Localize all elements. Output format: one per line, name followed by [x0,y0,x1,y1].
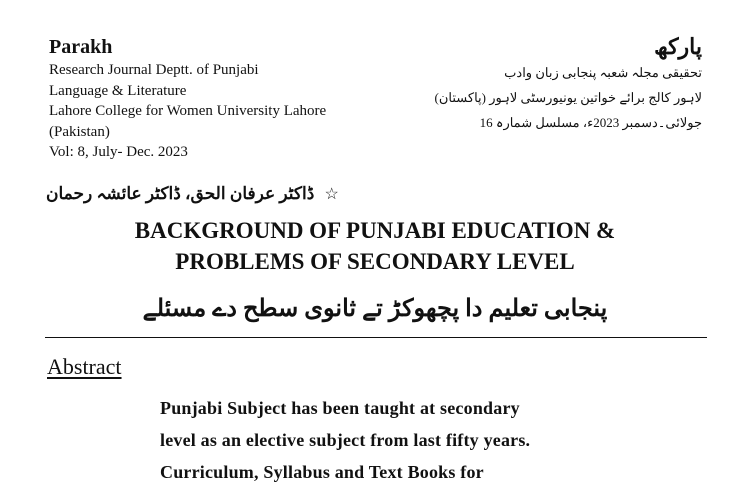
article-title-urdu: پنجابی تعلیم دا پچھوکڑ تے ثانوی سطح دے مسئلے [142,296,608,322]
journal-volume: Vol: 8, July- Dec. 2023 [49,144,188,160]
abstract-body [160,392,595,488]
journal-volume-urdu: جولائی۔دسمبر 2023ء، مسلسل شمارہ 16 [479,115,702,130]
abstract-line: level as an elective subject from last fifty years. [160,430,531,450]
abstract-line: Punjabi Subject has been taught at secondary [160,398,520,418]
title-divider [45,337,707,338]
title-line-2: PROBLEMS OF SECONDARY LEVEL [175,249,575,274]
article-title-english [0,215,750,277]
star-icon: ☆ [324,186,339,203]
title-line-1: BACKGROUND OF PUNJABI EDUCATION & [134,218,616,243]
journal-info-english [49,34,326,163]
journal-department-urdu: تحقیقی مجلہ شعبہ پنجابی زبان وادب [504,65,702,80]
journal-department-subject: Language & Literature [49,82,187,99]
journal-university-urdu: لاہور کالج برائے خواتین یونیورسٹی لاہور (پاکستان) [434,90,702,105]
journal-name-urdu: پارکھ [654,34,702,59]
author-line [46,183,339,204]
journal-country: (Pakistan) [49,123,110,140]
journal-department: Research Journal Deptt. of Punjabi [49,62,259,78]
abstract-heading: Abstract [47,354,122,379]
journal-university: Lahore College for Women University Lahore [49,103,327,119]
author-names: ڈاکٹر عرفان الحق، ڈاکٹر عائشہ رحمان [46,184,315,203]
abstract-line: Curriculum, Syllabus and Text Books for [160,462,484,482]
journal-name-english: Parakh [49,36,113,58]
journal-info-urdu [435,34,702,135]
